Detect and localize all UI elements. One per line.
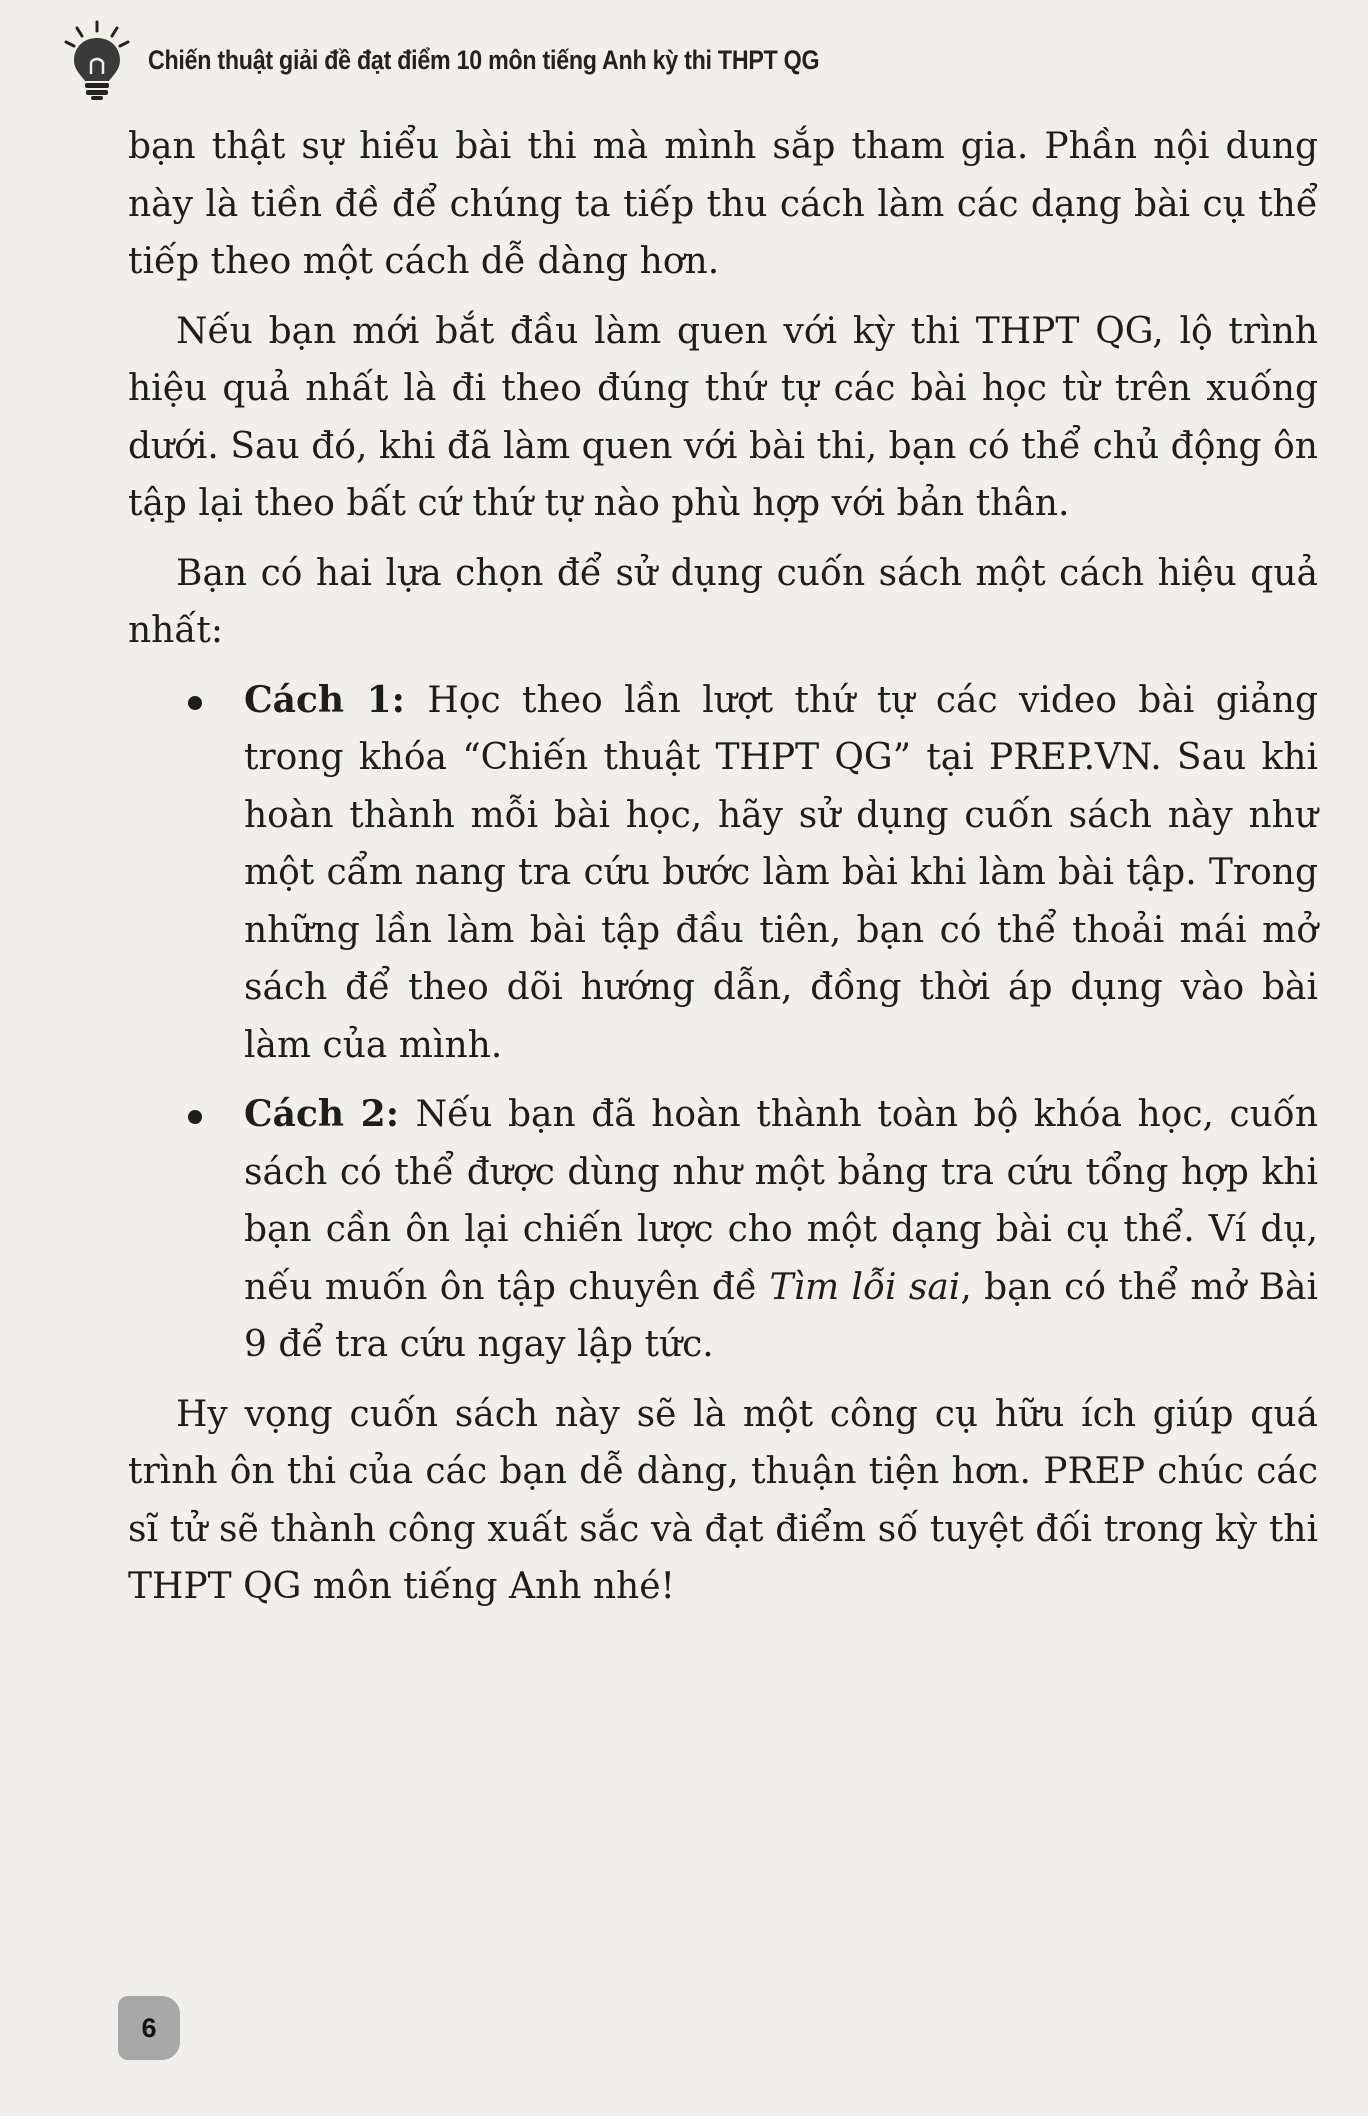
page-header (60, 18, 929, 102)
header-title: Chiến thuật giải đề đạt điểm 10 môn tiếng Anh kỳ thi THPT QG (148, 44, 820, 75)
option-text: Học theo lần lượt thứ tự các video bài giảng trong khóa “Chiến thuật THPT QG” tại PREP.VN. Sau khi hoàn thành mỗi bài học, hãy sử dụng cuốn sách này như một cẩm nang tra cứu bước làm bài khi làm bài tập. Trong những lần làm bài tập đầu tiên, bạn có thể thoải mái mở sách để theo dõi hướng dẫn, đồng thời áp dụng vào bài làm của mình. (244, 679, 1318, 1066)
paragraph-closing: Hy vọng cuốn sách này sẽ là một công cụ hữu ích giúp quá trình ôn thi của các bạn dễ dàng, thuận tiện hơn. PREP chúc các sĩ tử sẽ thành công xuất sắc và đạt điểm số tuyệt đối trong kỳ thi THPT QG môn tiếng Anh nhé! (128, 1393, 1318, 1607)
bullet-icon (188, 696, 202, 710)
options-list (128, 672, 1318, 1374)
list-item (128, 672, 1318, 1075)
option-italic-topic: Tìm lỗi sai (769, 1266, 961, 1308)
paragraph-roadmap: Nếu bạn mới bắt đầu làm quen với kỳ thi THPT QG, lộ trình hiệu quả nhất là đi theo đúng thứ tự các bài học từ trên xuống dưới. Sau đó, khi đã làm quen với bài thi, bạn có thể chủ động ôn tập lại theo bất cứ thứ tự nào phù hợp với bản thân. (128, 310, 1318, 524)
option-text: Nếu bạn đã hoàn thành toàn bộ khóa học, cuốn sách có thể được dùng như một bảng tra cứu tổng hợp khi bạn cần ôn lại chiến lược cho một dạng bài cụ thể. Ví dụ, nếu muốn ôn tập chuyên đề (244, 1094, 1319, 1308)
option-label: Cách 1: (244, 678, 428, 721)
list-item (128, 1086, 1318, 1374)
option-label: Cách 2: (244, 1093, 416, 1135)
option-text-end: , bạn có thể mở Bài 9 để tra cứu ngay lập tức. (244, 1266, 1318, 1365)
paragraph-intro: bạn thật sự hiểu bài thi mà mình sắp tham gia. Phần nội dung này là tiền đề để chúng ta tiếp thu cách làm các dạng bài cụ thể tiếp theo một cách dễ dàng hơn. (128, 126, 1318, 282)
body-text (128, 118, 1318, 1628)
lightbulb-icon (60, 18, 134, 102)
bullet-icon (188, 1110, 202, 1124)
paragraph-options: Bạn có hai lựa chọn để sử dụng cuốn sách một cách hiệu quả nhất: (128, 552, 1318, 651)
page-number: 6 (118, 1996, 180, 2060)
